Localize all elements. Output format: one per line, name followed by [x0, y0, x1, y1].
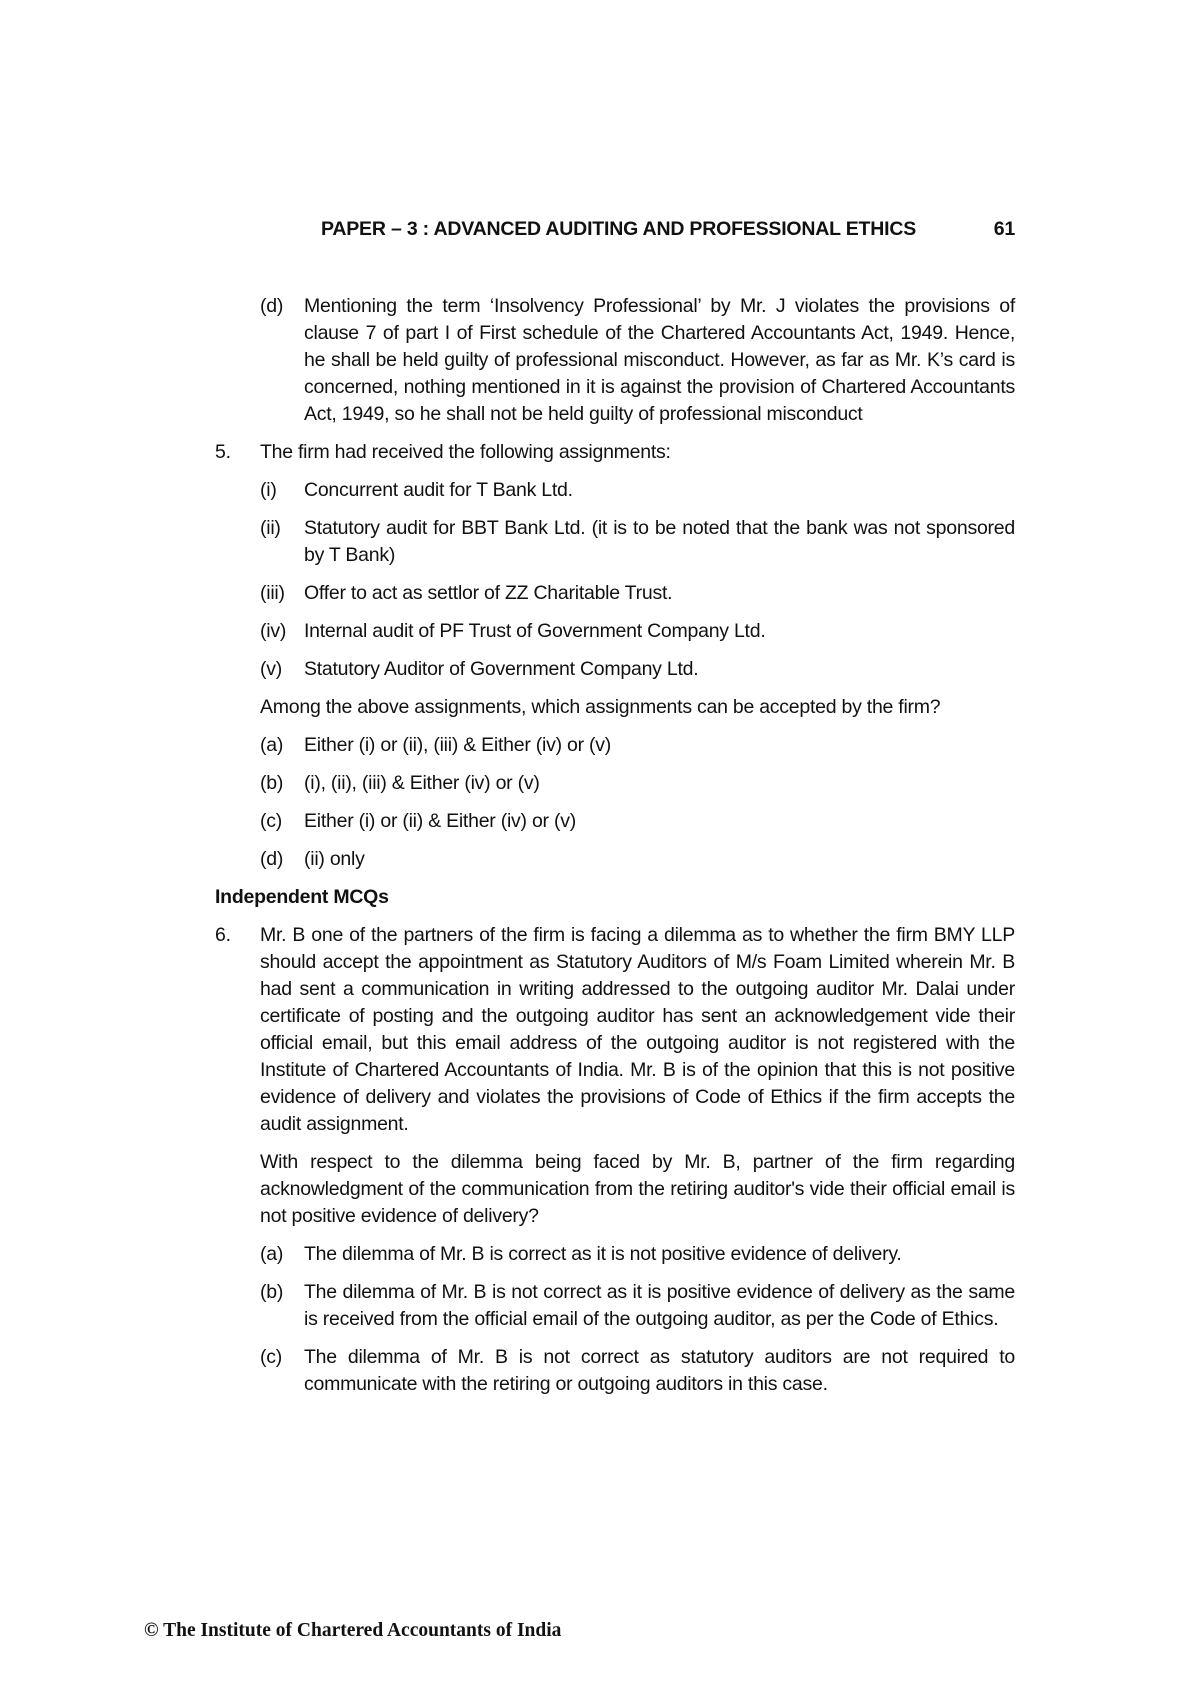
option-label: (a) — [260, 734, 284, 756]
page-header — [321, 218, 1015, 244]
option-text: The dilemma of Mr. B is not correct as statutory auditors are not required to communicate with the retiring or outgoing auditors in this case. — [304, 1346, 1015, 1395]
assignment-text: Concurrent audit for T Bank Ltd. — [304, 479, 573, 501]
question-number: 6. — [215, 924, 231, 946]
assignment-label: (iv) — [260, 620, 287, 642]
option-text: (i), (ii), (iii) & Either (iv) or (v) — [304, 772, 540, 794]
assignment-label: (i) — [260, 479, 277, 501]
paper-title: PAPER – 3 : ADVANCED AUDITING AND PROFESSIONAL ETHICS — [321, 218, 917, 240]
assignment-item — [260, 580, 1015, 607]
assignment-label: (ii) — [260, 517, 281, 539]
option-text: Either (i) or (ii) & Either (iv) or (v) — [304, 810, 576, 832]
question-text: Mr. B one of the partners of the firm is facing a dilemma as to whether the firm BMY LLP should accept the appointment as Statutory Auditors of M/s Foam Limited wherein Mr. B had sent a communication in writing addressed to the outgoing auditor Mr. Dalai under certificate of posting and the outgoing auditor has sent an acknowledgement vide their official email, but this email address of the outgoing auditor is not registered with the Institute of Chartered Accountants of India. Mr. B is of the opinion that this is not positive evidence of delivery and violates the provisions of Code of Ethics if the firm accepts the audit assignment. — [260, 924, 1015, 1135]
assignment-label: (v) — [260, 658, 282, 680]
question-number: 5. — [215, 441, 231, 463]
copyright-footer: © The Institute of Chartered Accountants of India — [144, 1620, 562, 1641]
option-label: (d) — [260, 848, 284, 870]
assignment-item — [260, 618, 1015, 645]
mcq-option — [260, 1241, 1015, 1268]
mcq-option — [260, 1344, 1015, 1398]
mcq-option — [260, 732, 1015, 759]
assignment-item — [260, 515, 1015, 569]
page-number: 61 — [993, 218, 1015, 240]
option-label: (b) — [260, 772, 284, 794]
option-text: Mentioning the term ‘Insolvency Professional’ by Mr. J violates the provisions of clause 7 of part I of First schedule of the Chartered Accountants Act, 1949. Hence, he shall be held guilty of professional misconduct. However, as far as Mr. K’s card is concerned, nothing mentioned in it is against the provision of Chartered Accountants Act, 1949, so he shall not be held guilty of professional misconduct — [304, 295, 1015, 425]
option-label: (d) — [260, 295, 284, 317]
option-label: (c) — [260, 810, 282, 832]
option-text: Either (i) or (ii), (iii) & Either (iv) or (v) — [304, 734, 612, 756]
option-label: (c) — [260, 1346, 282, 1368]
section-heading — [215, 884, 1015, 911]
question-6-prompt — [260, 1149, 1015, 1230]
section-heading-text: Independent MCQs — [215, 886, 389, 908]
assignment-text: Offer to act as settlor of ZZ Charitable Trust. — [304, 582, 673, 604]
assignment-item — [260, 656, 1015, 683]
prompt-text: Among the above assignments, which assignments can be accepted by the firm? — [260, 696, 941, 718]
assignment-text: Internal audit of PF Trust of Government Company Ltd. — [304, 620, 766, 642]
option-label: (b) — [260, 1281, 284, 1303]
mcq-option — [260, 1279, 1015, 1333]
page-body — [215, 293, 1015, 1398]
option-text: (ii) only — [304, 848, 365, 870]
question-6 — [215, 922, 1015, 1138]
question-text: The firm had received the following assignments: — [260, 441, 671, 463]
question-5 — [215, 439, 1015, 466]
assignment-text: Statutory Auditor of Government Company Ltd. — [304, 658, 699, 680]
prev-option-d — [260, 293, 1015, 428]
option-label: (a) — [260, 1243, 284, 1265]
option-text: The dilemma of Mr. B is not correct as it is positive evidence of delivery as the same is received from the official email of the outgoing auditor, as per the Code of Ethics. — [304, 1281, 1015, 1330]
prompt-text: With respect to the dilemma being faced by Mr. B, partner of the firm regarding acknowledgment of the communication from the retiring auditor's vide their official email is not positive evidence of delivery? — [260, 1151, 1015, 1227]
assignment-text: Statutory audit for BBT Bank Ltd. (it is to be noted that the bank was not sponsored by T Bank) — [304, 517, 1015, 566]
option-text: The dilemma of Mr. B is correct as it is not positive evidence of delivery. — [304, 1243, 902, 1265]
assignment-item — [260, 477, 1015, 504]
mcq-option — [260, 808, 1015, 835]
question-5-prompt — [260, 694, 1015, 721]
mcq-option — [260, 846, 1015, 873]
assignment-label: (iii) — [260, 582, 285, 604]
mcq-option — [260, 770, 1015, 797]
